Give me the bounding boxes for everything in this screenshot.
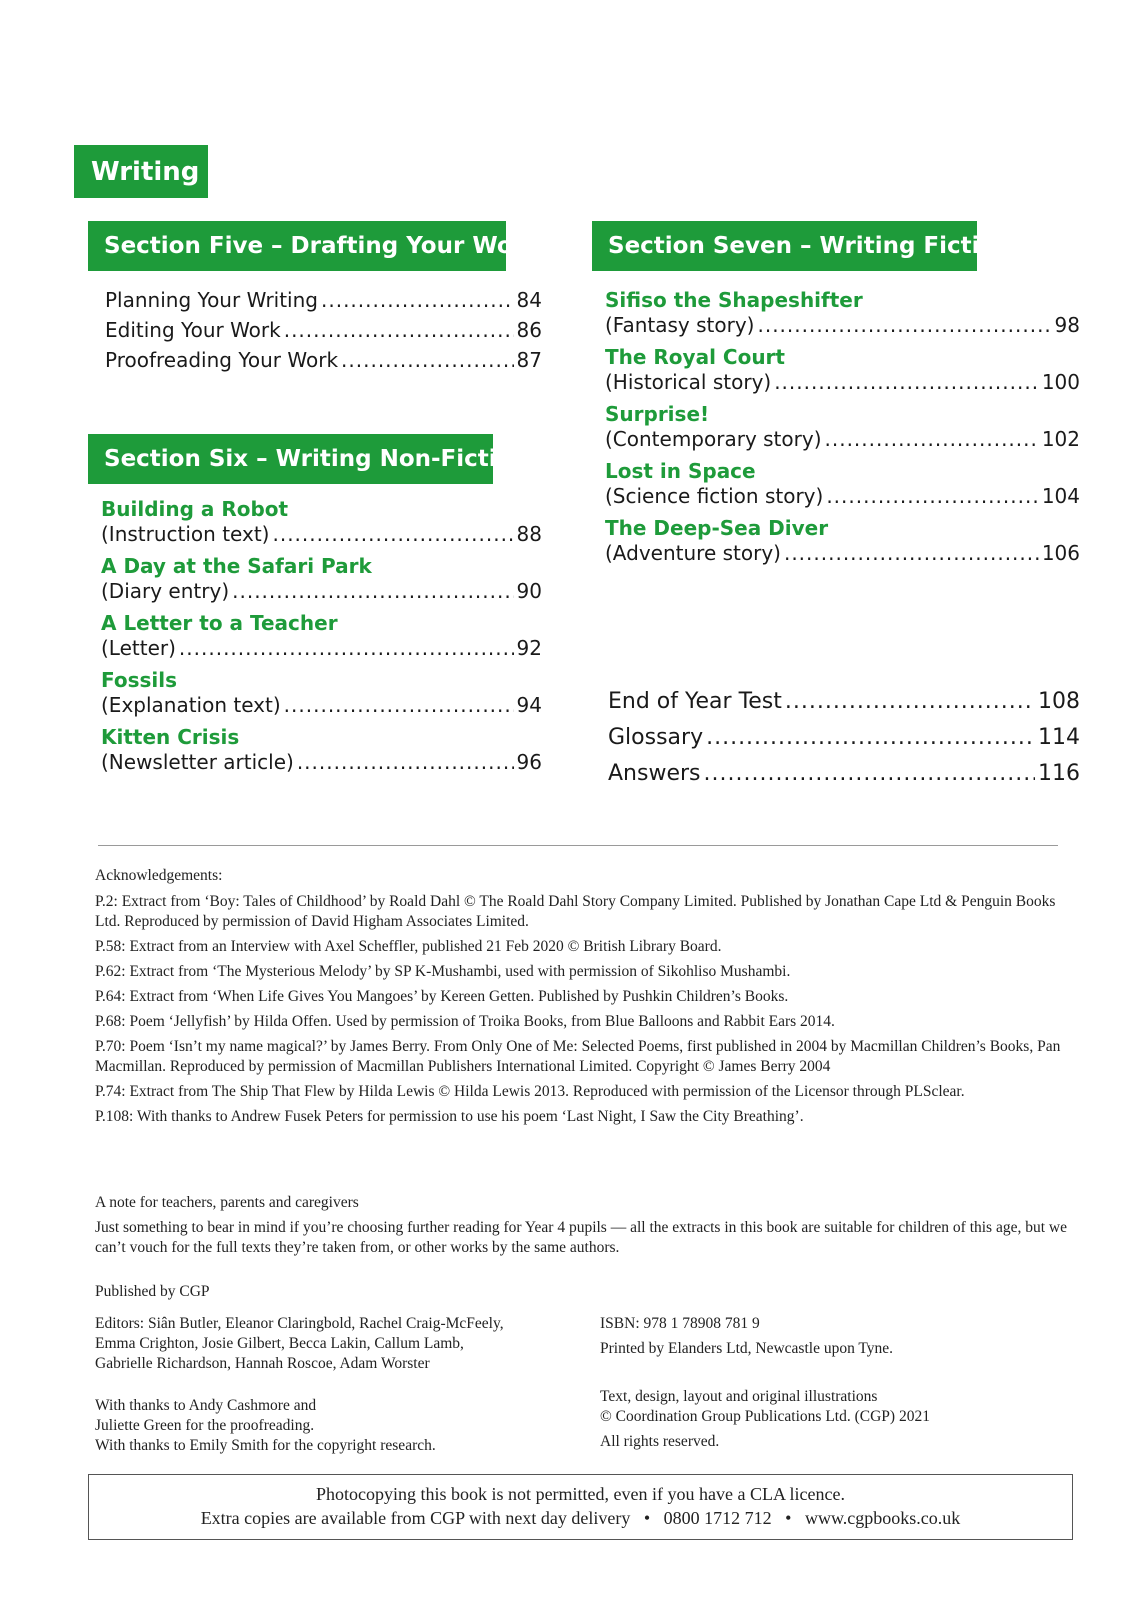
toc-entry[interactable]	[105, 315, 542, 345]
acknowledgement-item: P.70: Poem ‘Isn’t my name magical?’ by James Berry. From Only One of Me: Selected Poems, first published in 2004 by Macmillan Children’s Books, Pan Macmillan. Reproduced by permission of Macmillan Publishers International Limited. Copyright © James Berry 2004	[95, 1038, 1061, 1075]
copyright-block	[600, 1387, 1070, 1452]
toc-page-number: 84	[516, 288, 542, 312]
toc-entry-type: (Science fiction story)	[605, 484, 824, 508]
photocopy-notice-box	[88, 1474, 1073, 1540]
section-six-heading: Section Six – Writing Non-Fiction	[88, 434, 493, 484]
end-matter-contents	[608, 684, 1080, 792]
toc-entry[interactable]	[101, 667, 542, 717]
toc-page-number: 114	[1038, 725, 1080, 750]
toc-page-number: 87	[516, 348, 542, 372]
toc-entry[interactable]	[101, 553, 542, 603]
toc-page-number: 108	[1038, 689, 1080, 714]
publisher-line: Published by CGP	[95, 1283, 210, 1300]
thanks-line: With thanks to Emily Smith for the copyright research.	[95, 1437, 436, 1454]
toc-entry-label: Answers	[608, 761, 701, 786]
thanks-credits	[95, 1396, 575, 1456]
dot-leader	[321, 285, 514, 315]
toc-entry[interactable]	[101, 724, 542, 774]
dot-leader	[341, 345, 514, 375]
dot-leader	[179, 636, 514, 660]
copyright-line: Text, design, layout and original illustrations	[600, 1388, 878, 1405]
acknowledgement-item: P.74: Extract from The Ship That Flew by Hilda Lewis © Hilda Lewis 2013. Reproduced with permission of the Licensor through PLSclear.	[95, 1083, 965, 1100]
toc-entry-title: A Day at the Safari Park	[101, 554, 372, 578]
acknowledgement-item: P.68: Poem ‘Jellyfish’ by Hilda Offen. Used by permission of Troika Books, from Blue Balloons and Rabbit Ears 2014.	[95, 1013, 835, 1030]
dot-leader	[297, 750, 514, 774]
toc-entry-title: Building a Robot	[101, 497, 289, 521]
dot-leader	[704, 756, 1036, 792]
toc-entry-title: Fossils	[101, 668, 178, 692]
dot-leader	[284, 693, 514, 717]
toc-entry[interactable]	[605, 344, 1080, 394]
section-five-contents	[105, 285, 542, 375]
photocopy-notice: Photocopying this book is not permitted, even if you have a CLA licence.	[316, 1484, 845, 1504]
toc-page-number: 116	[1038, 761, 1080, 786]
toc-entry-title: Lost in Space	[605, 459, 756, 483]
toc-entry[interactable]	[101, 610, 542, 660]
isbn: ISBN: 978 1 78908 781 9	[600, 1315, 760, 1332]
dot-leader	[825, 427, 1039, 451]
dot-leader	[774, 370, 1039, 394]
dot-leader	[757, 313, 1051, 337]
toc-entry-title: Kitten Crisis	[101, 725, 240, 749]
dot-leader	[706, 720, 1035, 756]
toc-entry-title: Sifiso the Shapeshifter	[605, 288, 863, 312]
toc-entry-label: Glossary	[608, 725, 704, 750]
acknowledgements	[95, 866, 1080, 1132]
writing-heading: Writing	[74, 145, 208, 198]
toc-entry-type: (Explanation text)	[101, 693, 281, 717]
note-title: A note for teachers, parents and caregivers	[95, 1194, 359, 1211]
toc-page-number: 100	[1041, 370, 1080, 394]
editors-line: Gabrielle Richardson, Hannah Roscoe, Adam Worster	[95, 1355, 430, 1372]
toc-page-number: 96	[516, 750, 542, 774]
toc-page-number: 94	[516, 693, 542, 717]
dot-leader	[826, 484, 1039, 508]
note-text: Just something to bear in mind if you’re choosing further reading for Year 4 pupils — all the extracts in this book are suitable for children of this age, but we can’t vouch for the full texts they’re taken from, or other works by the same authors.	[95, 1219, 1067, 1256]
toc-entry[interactable]	[608, 756, 1080, 792]
toc-entry-type: (Fantasy story)	[605, 313, 755, 337]
toc-entry-title: The Royal Court	[605, 345, 785, 369]
toc-entry[interactable]	[101, 496, 542, 546]
dot-leader	[232, 579, 513, 603]
toc-entry-type: (Contemporary story)	[605, 427, 822, 451]
ordering-info: Extra copies are available from CGP with next day delivery • 0800 1712 712 • www.cgpbooks.co.uk	[200, 1508, 961, 1528]
toc-entry[interactable]	[105, 285, 542, 315]
section-six-contents	[101, 496, 542, 781]
divider	[98, 845, 1058, 846]
acknowledgements-title: Acknowledgements:	[95, 867, 223, 884]
toc-entry-type: (Adventure story)	[605, 541, 781, 565]
toc-page-number: 90	[516, 579, 542, 603]
toc-page-number: 104	[1041, 484, 1080, 508]
acknowledgement-item: P.108: With thanks to Andrew Fusek Peters for permission to use his poem ‘Last Night, I Saw the City Breathing’.	[95, 1108, 804, 1125]
acknowledgement-item: P.2: Extract from ‘Boy: Tales of Childhood’ by Roald Dahl © The Roald Dahl Story Company Limited. Published by Jonathan Cape Ltd & Penguin Books Ltd. Reproduced by permission of David Higham Associates Limited.	[95, 893, 1056, 930]
toc-page-number: 102	[1041, 427, 1080, 451]
toc-entry-title: Surprise!	[605, 402, 710, 426]
toc-entry[interactable]	[608, 684, 1080, 720]
toc-page-number: 98	[1054, 313, 1080, 337]
toc-entry-type: (Instruction text)	[101, 522, 270, 546]
section-seven-heading: Section Seven – Writing Fiction	[592, 221, 977, 271]
toc-entry-title: A Letter to a Teacher	[101, 611, 338, 635]
toc-page-number: 106	[1041, 541, 1080, 565]
printer-line: Printed by Elanders Ltd, Newcastle upon Tyne.	[600, 1340, 894, 1357]
isbn-block	[600, 1314, 1070, 1364]
teacher-note	[95, 1193, 1080, 1258]
dot-leader	[284, 315, 514, 345]
dot-leader	[272, 522, 513, 546]
section-five-heading: Section Five – Drafting Your Work	[88, 221, 506, 271]
toc-entry-title: The Deep-Sea Diver	[605, 516, 829, 540]
editors-credits	[95, 1314, 575, 1374]
rights-reserved: All rights reserved.	[600, 1433, 720, 1450]
dot-leader	[784, 541, 1039, 565]
toc-entry-type: (Diary entry)	[101, 579, 230, 603]
acknowledgement-item: P.58: Extract from an Interview with Axel Scheffler, published 21 Feb 2020 © British Library Board.	[95, 938, 722, 955]
toc-entry[interactable]	[605, 401, 1080, 451]
copyright-line: © Coordination Group Publications Ltd. (CGP) 2021	[600, 1408, 930, 1425]
editors-line: Emma Crighton, Josie Gilbert, Becca Lakin, Callum Lamb,	[95, 1335, 464, 1352]
toc-entry-type: (Letter)	[101, 636, 176, 660]
toc-entry-label: Editing Your Work	[105, 318, 281, 342]
toc-page-number: 92	[516, 636, 542, 660]
toc-entry[interactable]	[105, 345, 542, 375]
toc-entry[interactable]	[605, 515, 1080, 565]
toc-entry-type: (Newsletter article)	[101, 750, 294, 774]
acknowledgement-item: P.64: Extract from ‘When Life Gives You Mangoes’ by Kereen Getten. Published by Pushkin Children’s Books.	[95, 988, 789, 1005]
acknowledgement-item: P.62: Extract from ‘The Mysterious Melody’ by SP K-Mushambi, used with permission of Sikohliso Mushambi.	[95, 963, 791, 980]
toc-page-number: 86	[516, 318, 542, 342]
editors-line: Editors: Siân Butler, Eleanor Claringbold, Rachel Craig-McFeely,	[95, 1315, 504, 1332]
section-seven-contents	[605, 287, 1080, 572]
toc-entry[interactable]	[605, 287, 1080, 337]
toc-entry-label: End of Year Test	[608, 689, 782, 714]
thanks-line: Juliette Green for the proofreading.	[95, 1417, 315, 1434]
toc-page-number: 88	[516, 522, 542, 546]
toc-entry[interactable]	[605, 458, 1080, 508]
thanks-line: With thanks to Andy Cashmore and	[95, 1397, 317, 1414]
toc-entry-label: Proofreading Your Work	[105, 348, 339, 372]
toc-entry[interactable]	[608, 720, 1080, 756]
toc-entry-type: (Historical story)	[605, 370, 772, 394]
toc-entry-label: Planning Your Writing	[105, 288, 318, 312]
dot-leader	[785, 684, 1035, 720]
